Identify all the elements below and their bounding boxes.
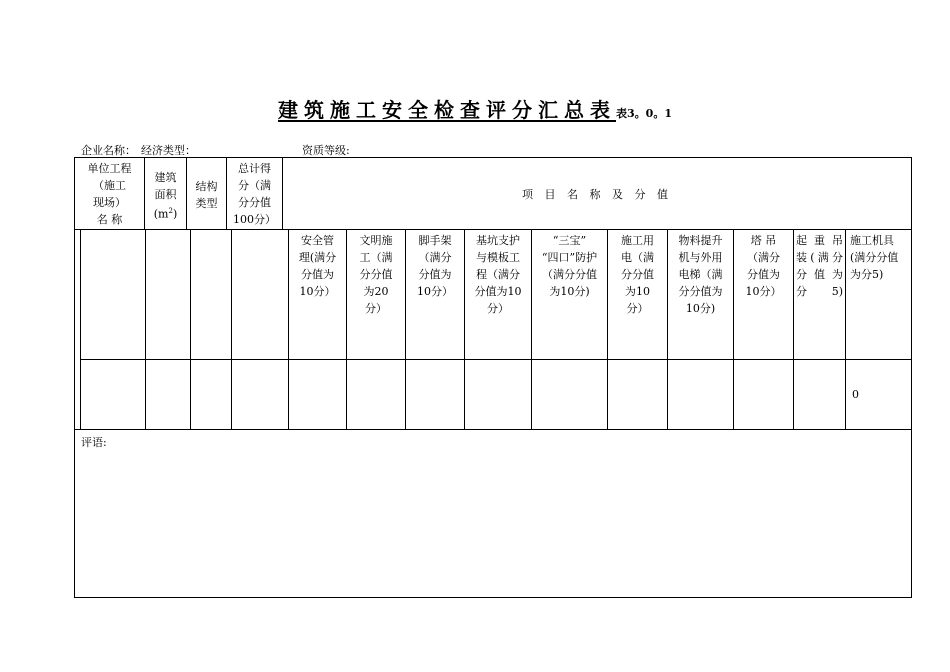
comments-label: 评语: [81,436,107,449]
header-unit-name: 单位工程 （施工 现场） 名 称 [87,162,132,226]
grid-line [145,229,146,430]
table-number: 表3。0。1 [616,107,672,120]
economic-type-label: 经济类型： [141,144,196,157]
item-tower-crane: 塔 吊 （满分 分值为 10分） [745,234,782,298]
grid-line [74,157,912,158]
grid-line [80,229,81,430]
item-hoisting: 起重吊 装(满分 分值为 分5) [796,234,843,298]
item-civilized-construction: 文明施 工（满 分分值 为20 分） [359,234,393,315]
item-material-hoist-elevator: 物料提升 机与外用 电梯（满 分分值为 10分) [678,234,723,315]
item-construction-electricity: 施工用 电（满 分分值 为10 分） [621,234,654,315]
machinery-score-cell: 0 [852,388,859,401]
title-block [0,94,950,123]
item-foundation-formwork: 基坑支护 与模板工 程（满分 分值为10 分） [474,234,522,315]
grid-line [190,229,191,430]
item-construction-machinery: 施工机具 (满分分值 为分5) [850,234,899,281]
grid-line [231,229,232,430]
qualification-level-label: 资质等级: [302,144,350,157]
page-title: 建筑施工安全检查评分汇总表 [278,98,617,122]
header-items-title: 项 目 名 称 及 分 值 [522,188,672,201]
item-safety-management: 安全管 理(满分 分值为 10分） [298,234,337,298]
header-building-area: 建筑 面积 $(m^2)$ [153,171,178,221]
grid-line [74,429,912,430]
grid-line [911,157,912,598]
header-total-score: 总计得 分（满 分分值 100分） [233,162,276,226]
company-name-label: 企业名称： [81,144,136,157]
item-three-treasures-four-openings: “三宝” “四口”防护 （满分分值 为10分) [541,234,598,298]
comments-area[interactable] [75,448,911,597]
header-structure-type: 结构 类型 [195,180,218,210]
grid-line [793,229,794,430]
item-scaffolding: 脚手架 （满分 分值为 10分） [417,234,453,298]
grid-line [74,229,912,230]
grid-line [74,597,912,598]
grid-line [80,359,912,360]
